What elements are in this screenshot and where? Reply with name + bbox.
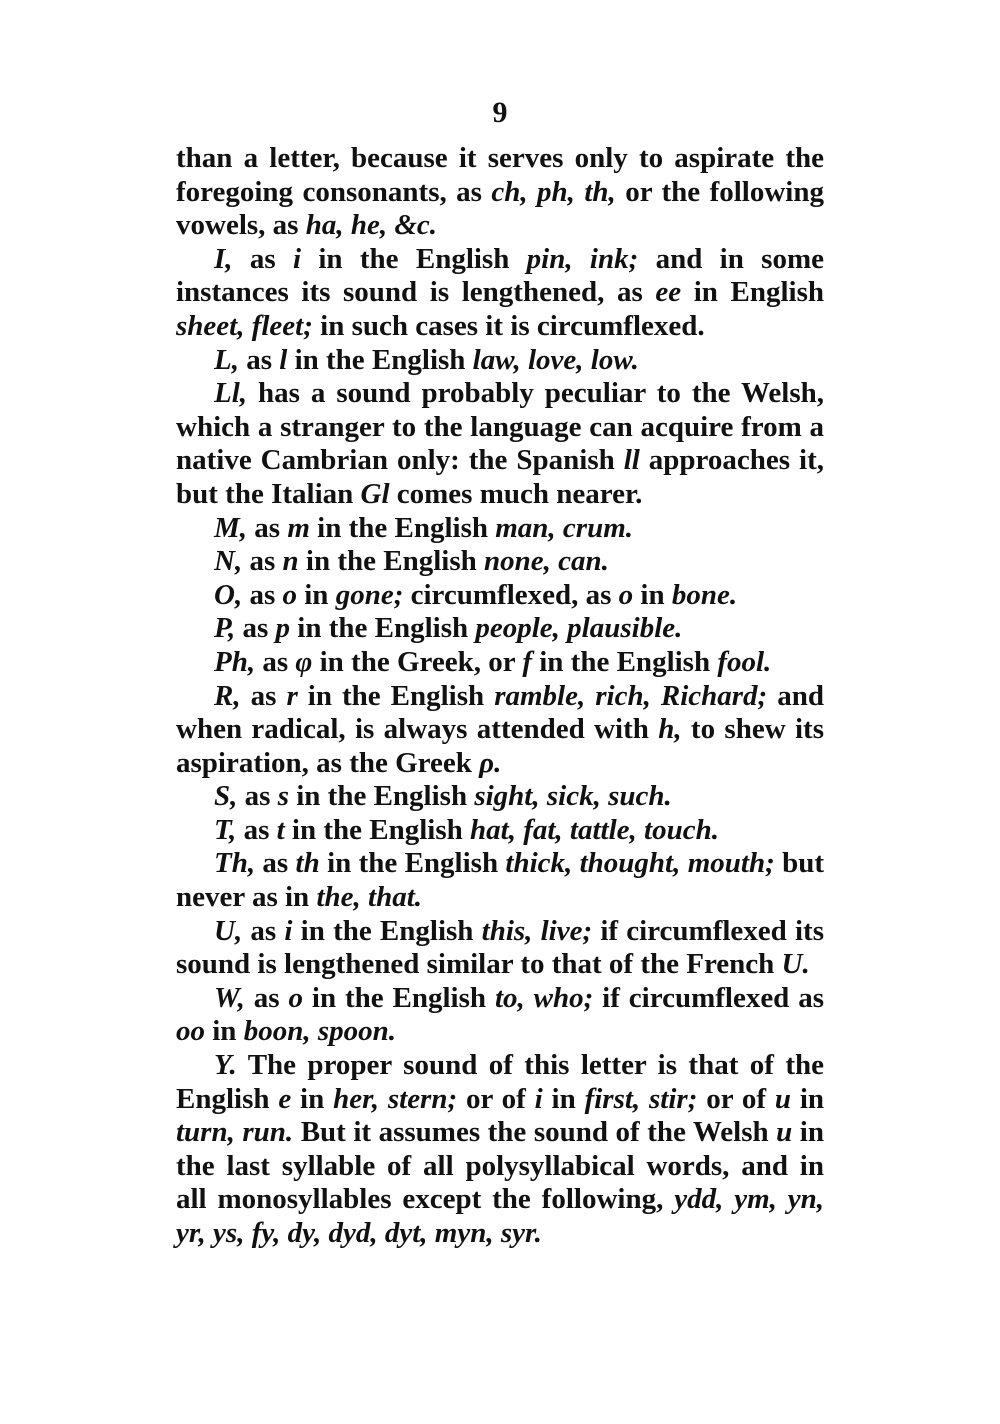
italic-text: u: [776, 1116, 793, 1149]
text-run: in English: [681, 276, 824, 309]
text-run: approaches it, but the Italian: [176, 444, 824, 510]
text-run: to shew its aspiration, as the Greek: [176, 713, 824, 779]
italic-text: her, stern;: [333, 1082, 458, 1115]
text-run: as: [255, 645, 296, 678]
paragraph: [176, 1049, 824, 1251]
text-run: or of: [697, 1082, 775, 1115]
italic-text: this, live;: [481, 914, 593, 947]
paragraph: [176, 680, 824, 781]
italic-text: T,: [214, 813, 237, 846]
italic-text: Gl: [360, 477, 390, 510]
italic-text: to, who;: [494, 981, 594, 1014]
text-run: in: [542, 1082, 585, 1115]
italic-text: people, plausible.: [475, 612, 683, 645]
italic-text: U,: [214, 914, 243, 947]
paragraph: [176, 545, 824, 579]
italic-text: i: [534, 1082, 543, 1115]
italic-text: none, can.: [483, 545, 609, 578]
italic-text: sheet, fleet;: [176, 309, 313, 342]
italic-text: bone.: [671, 578, 738, 611]
italic-text: P,: [214, 612, 236, 645]
italic-text: i: [284, 914, 293, 947]
text-run: But it assumes the sound of the Welsh: [293, 1116, 777, 1149]
italic-text: ch, ph, th,: [491, 175, 616, 208]
text-run: in the English: [301, 242, 527, 275]
italic-text: the, that.: [316, 881, 423, 914]
text-run: has a sound probably peculiar to the Welsh, which a stranger to the language can acquire from a native Cambrian only: the Spanish: [176, 377, 824, 477]
text-run: as: [244, 981, 289, 1014]
italic-text: hat, fat, tattle, touch.: [470, 813, 719, 846]
italic-text: gone;: [335, 578, 404, 611]
italic-text: turn, run.: [176, 1116, 294, 1149]
paragraph: [176, 780, 824, 814]
italic-text: ramble, rich, Richard;: [494, 679, 768, 712]
italic-text: O,: [214, 578, 243, 611]
text-run: in the English: [287, 343, 473, 376]
italic-text: W,: [214, 981, 245, 1014]
italic-text: φ: [295, 645, 313, 678]
text-run: as: [242, 914, 285, 947]
text-run: in the English: [309, 511, 496, 544]
text-run: in: [791, 1082, 825, 1115]
paragraph: [176, 646, 824, 680]
text-run: in the last syllable of all polysyllabical words, and in all monosyllables except the following,: [176, 1116, 824, 1216]
italic-text: Ll,: [214, 377, 248, 410]
text-run: as: [240, 679, 287, 712]
paragraph: [176, 512, 824, 546]
text-run: in the English: [288, 780, 475, 813]
italic-text: law, love, low.: [472, 343, 639, 376]
italic-text: n: [282, 545, 299, 578]
italic-text: s: [277, 780, 289, 813]
italic-text: ee: [655, 276, 682, 309]
italic-text: o: [288, 981, 303, 1014]
text-run: as: [242, 545, 283, 578]
paragraph: [176, 142, 824, 243]
italic-text: S,: [214, 780, 238, 813]
italic-text: o: [618, 578, 634, 611]
paragraph: [176, 915, 824, 982]
italic-text: i: [292, 242, 302, 275]
italic-text: oo: [176, 1015, 205, 1048]
italic-text: u: [774, 1082, 792, 1115]
text-run: comes much nearer.: [389, 477, 643, 510]
text-run: in such cases it is circumflexed.: [312, 309, 705, 342]
italic-text: R,: [214, 679, 241, 712]
paragraph: [176, 243, 824, 344]
text-run: if circumflexed as: [593, 981, 825, 1014]
text-run: and in some instances its sound is lengthened, as: [176, 242, 824, 309]
text-run: as: [242, 578, 283, 611]
italic-text: N,: [214, 545, 243, 578]
text-run: and when radical, is always attended with: [176, 679, 824, 746]
italic-text: p: [275, 612, 291, 645]
italic-text: ρ.: [479, 746, 502, 779]
text-run: but never as in: [176, 847, 824, 914]
text-run: The proper sound of this letter is that of the English: [176, 1049, 824, 1115]
italic-text: t: [276, 813, 285, 846]
text-run: in the English: [290, 612, 476, 645]
text-run: as: [236, 813, 277, 846]
italic-text: ha, he, &c.: [305, 209, 438, 242]
italic-text: l: [279, 343, 288, 376]
text-run: than a letter, because it serves only to aspirate the foregoing consonants, as: [176, 142, 824, 208]
paragraph: [176, 814, 824, 848]
text-run: in the English: [297, 679, 495, 712]
paragraph: [176, 847, 824, 914]
italic-text: U.: [781, 948, 810, 981]
italic-text: ydd, ym, yn, yr, ys, fy, dy, dyd, dyt, myn, syr.: [176, 1183, 824, 1249]
text-run: in the English: [532, 645, 718, 678]
paragraph: [176, 982, 824, 1049]
italic-text: fool.: [717, 645, 772, 678]
italic-text: f: [522, 645, 532, 678]
text-run: as: [235, 612, 276, 645]
page-number: 9: [492, 96, 508, 129]
italic-text: boon, spoon.: [243, 1015, 396, 1048]
italic-text: ll: [623, 444, 640, 477]
text-run: circumflexed, as: [403, 578, 619, 611]
paragraph: [176, 612, 824, 646]
italic-text: M,: [214, 511, 248, 544]
italic-text: pin, ink;: [526, 242, 639, 275]
text-run: in the English: [319, 847, 506, 880]
paragraph: [176, 579, 824, 613]
italic-text: L,: [214, 343, 239, 376]
text-run: in the Greek, or: [312, 645, 523, 678]
text-run: in: [633, 578, 672, 611]
italic-text: Th,: [214, 847, 256, 880]
italic-text: Ph,: [214, 645, 256, 678]
italic-text: m: [287, 511, 310, 544]
text-run: as: [238, 343, 280, 376]
text-run: as: [255, 847, 296, 880]
text-run: or the following vowels, as: [176, 175, 824, 242]
italic-text: first, stir;: [584, 1082, 698, 1115]
text-run: or of: [457, 1082, 535, 1115]
italic-text: th: [295, 847, 320, 880]
text-run: as: [247, 511, 288, 544]
text-run: in: [205, 1015, 244, 1048]
italic-text: thick, thought, mouth;: [505, 847, 775, 880]
text-run: in the English: [292, 914, 482, 947]
text-run: in the English: [302, 981, 495, 1014]
italic-text: o: [282, 578, 297, 611]
text-run: in the English: [284, 813, 471, 846]
italic-text: h,: [658, 713, 682, 746]
italic-text: man, crum.: [495, 511, 634, 544]
text-run: as: [232, 242, 293, 275]
paragraph: [176, 377, 824, 511]
italic-text: e: [278, 1082, 292, 1115]
text-run: if circumflexed its sound is lengthened similar to that of the French: [176, 914, 824, 981]
italic-text: r: [286, 679, 298, 712]
italic-text: I,: [214, 242, 233, 275]
paragraph: [176, 344, 824, 378]
text-run: in: [291, 1082, 334, 1115]
text-run: in: [297, 578, 336, 611]
text-run: as: [237, 780, 278, 813]
body-text: [176, 142, 824, 1251]
text-run: in the English: [298, 545, 484, 578]
italic-text: Y.: [214, 1049, 237, 1082]
italic-text: sight, sick, such.: [474, 780, 672, 813]
